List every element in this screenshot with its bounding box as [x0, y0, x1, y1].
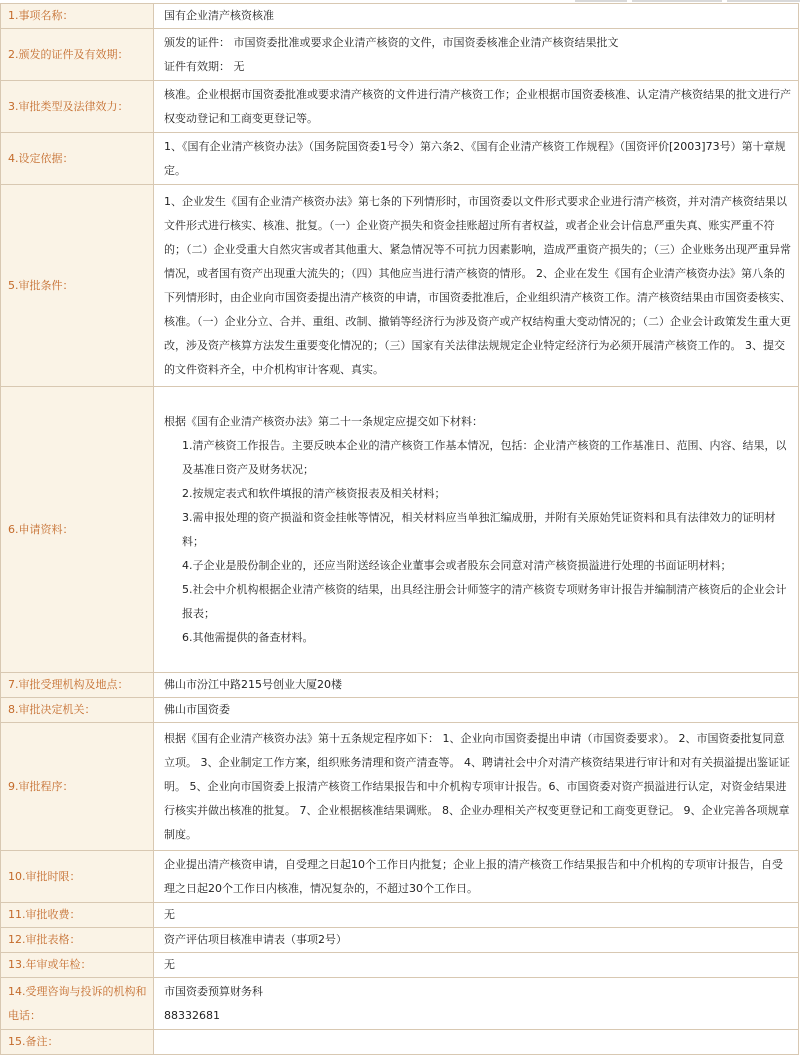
row-label: 9.审批程序： — [1, 723, 154, 851]
table-row — [1, 698, 799, 723]
row-label: 10.审批时限： — [1, 851, 154, 903]
table-row — [1, 4, 799, 29]
row-value — [154, 4, 799, 29]
row-label: 4.设定依据： — [1, 133, 154, 185]
table-row — [1, 29, 799, 81]
materials-item: 6.其他需提供的备查材料。 — [182, 630, 314, 644]
row-label: 13.年审或年检： — [1, 953, 154, 978]
row-label: 11.审批收费： — [1, 903, 154, 928]
materials-item: 2.按规定表式和软件填报的清产核资报表及相关材料； — [182, 486, 446, 500]
row-value — [154, 673, 799, 698]
value-line: 无 — [164, 958, 175, 971]
value-line: 资产评估项目核准申请表（事项2号） — [164, 933, 347, 946]
materials-item: 5.社会中介机构根据企业清产核资的结果，出具经注册会计师签字的清产核资专项财务审计报告并编制清产核资后的企业会计报表； — [182, 582, 787, 620]
row-value — [154, 851, 799, 903]
table-row — [1, 673, 799, 698]
table-row — [1, 978, 799, 1030]
row-label: 7.审批受理机构及地点： — [1, 673, 154, 698]
value-line: 颁发的证件： 市国资委批准或要求企业清产核资的文件，市国资委核准企业清产核资结果批文 — [164, 35, 619, 49]
value-line: 证件有效期： 无 — [164, 59, 245, 73]
row-value — [154, 978, 799, 1030]
table-row — [1, 903, 799, 928]
table-row — [1, 185, 799, 387]
value-line: 市国资委预算财务科 — [164, 984, 263, 998]
table-row — [1, 953, 799, 978]
materials-item: 3.需申报处理的资产损溢和资金挂帐等情况，相关材料应当单独汇编成册，并附有关原始凭证资料和具有法律效力的证明材料； — [182, 510, 776, 548]
row-value — [154, 133, 799, 185]
value-line: 根据《国有企业清产核资办法》第十五条规定程序如下： 1、企业向市国资委提出申请（市国资委要求）。 2、市国资委批复同意立项。 3、企业制定工作方案，组织账务清理和资产清查等。 4、聘请社会中介对清产核资结果进行审计和对有关损溢提出鉴证证明。 5、企业向市国资委上报清产核资工作结果报告和中介机构专项审计报告。6、市国资委对资产损溢进行认定，对资金结果进行核实并做出核准的批复。 7、企业根据核准结果调账。 8、企业办理相关产权变更登记和工商变更登记。 9、企业完善各项规章制度。 — [164, 731, 790, 841]
value-line: 核准。企业根据市国资委批准或要求清产核资的文件进行清产核资工作；企业根据市国资委核准、认定清产核资结果的批文进行产权变动登记和工商变更登记等。 — [164, 87, 791, 125]
table-row — [1, 851, 799, 903]
table-row — [1, 133, 799, 185]
value-line: 国有企业清产核资核准 — [164, 9, 274, 22]
row-value — [154, 928, 799, 953]
value-line: 佛山市汾江中路215号创业大厦20楼 — [164, 678, 342, 691]
row-value — [154, 185, 799, 387]
table-row — [1, 928, 799, 953]
table-row — [1, 1030, 799, 1055]
value-line: 88332681 — [164, 1008, 220, 1022]
row-label: 2.颁发的证件及有效期： — [1, 29, 154, 81]
row-value — [154, 723, 799, 851]
value-line: 1、《国有企业清产核资办法》（国务院国资委1号令）第六条2、《国有企业清产核资工作规程》（国资评价[2003]73号）第十章规定。 — [164, 139, 786, 177]
row-label: 12.审批表格： — [1, 928, 154, 953]
row-label: 8.审批决定机关： — [1, 698, 154, 723]
row-value — [154, 698, 799, 723]
table-row — [1, 81, 799, 133]
row-label: 15.备注： — [1, 1030, 154, 1055]
materials-intro: 根据《国有企业清产核资办法》第二十一条规定应提交如下材料： — [164, 414, 483, 428]
table-row — [1, 387, 799, 673]
row-value — [154, 81, 799, 133]
row-label: 3.审批类型及法律效力： — [1, 81, 154, 133]
approval-info-table — [0, 3, 799, 1055]
row-value — [154, 387, 799, 673]
value-line: 无 — [164, 908, 175, 921]
row-value — [154, 1030, 799, 1055]
row-label: 1.事项名称： — [1, 4, 154, 29]
value-line: 企业提出清产核资申请，自受理之日起10个工作日内批复；企业上报的清产核资工作结果报告和中介机构的专项审计报告，自受理之日起20个工作日内核准，情况复杂的，不超过30个工作日。 — [164, 857, 783, 895]
row-label: 14.受理咨询与投诉的机构和电话： — [1, 978, 154, 1030]
row-label: 6.申请资料： — [1, 387, 154, 673]
value-line: 1、企业发生《国有企业清产核资办法》第七条的下列情形时，市国资委以文件形式要求企业进行清产核资，并对清产核资结果以文件形式进行核实、核准、批复。（一）企业资产损失和资金挂账超过所有者权益，或者企业会计信息严重失真、账实严重不符的；（二）企业受重大自然灾害或者其他重大、紧急情况等不可抗力因素影响，造成严重资产损失的；（三）企业账务出现严重异常情况，或者国有资产出现重大流失的；（四）其他应当进行清产核资的情形。 2、企业在发生《国有企业清产核资办法》第八条的下列情形时，由企业向市国资委提出清产核资的申请，市国资委批准后，企业组织清产核资工作。清产核资结果由市国资委核实、核准。（一）企业分立、合并、重组、改制、撤销等经济行为涉及资产或产权结构重大变动情况的；（二）企业会计政策发生重大更改，涉及资产核算方法发生重要变化情况的；（三）国家有关法律法规规定企业特定经济行为必须开展清产核资工作的。 3、提交的文件资料齐全，中介机构审计客观、真实。 — [164, 194, 791, 376]
row-label: 5.审批条件： — [1, 185, 154, 387]
row-value — [154, 903, 799, 928]
materials-item: 1.清产核资工作报告。主要反映本企业的清产核资工作基本情况，包括：企业清产核资的工作基准日、范围、内容、结果，以及基准日资产及财务状况； — [182, 438, 787, 476]
row-value — [154, 29, 799, 81]
materials-item: 4.子企业是股份制企业的，还应当附送经该企业董事会或者股东会同意对清产核资损溢进行处理的书面证明材料； — [182, 558, 732, 572]
table-row — [1, 723, 799, 851]
value-line: 佛山市国资委 — [164, 703, 230, 716]
row-value — [154, 953, 799, 978]
